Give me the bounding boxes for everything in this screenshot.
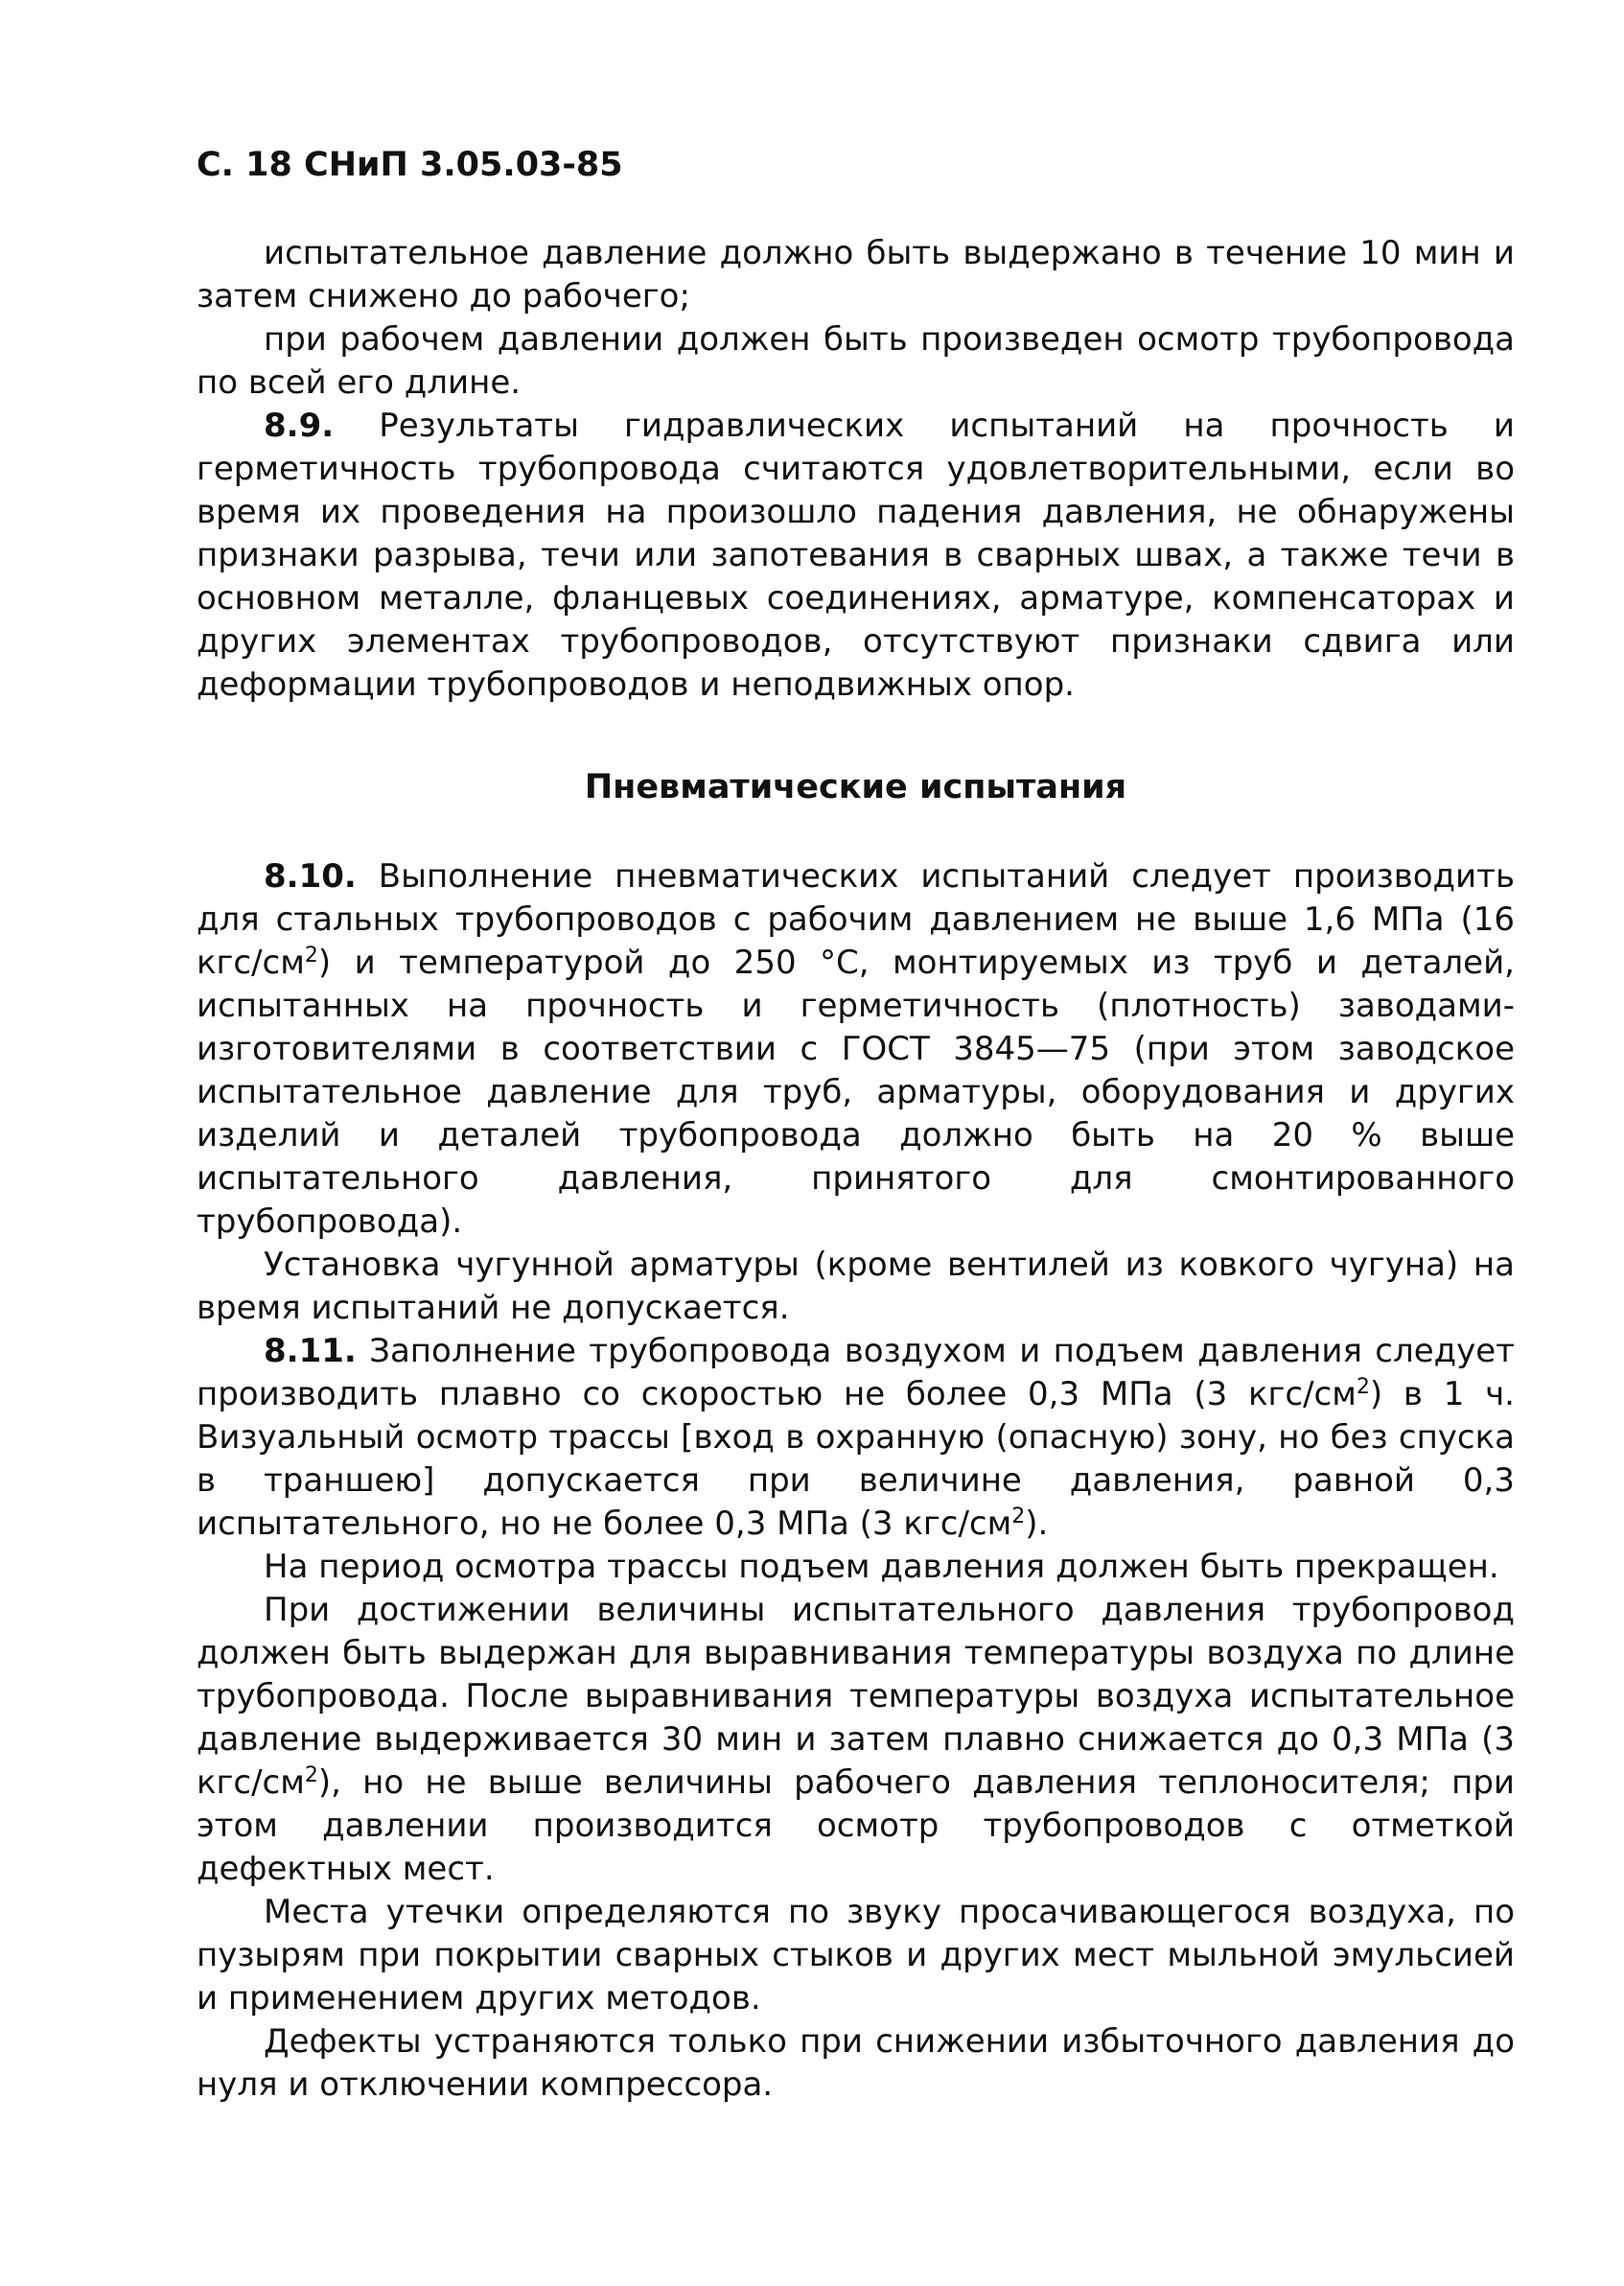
paragraph-text: ), но не выше величины рабочего давления теплоносителя; при этом давлении производится осмотр трубопроводов с отметкой дефектных мест. <box>197 1763 1515 1888</box>
clause-8-11 <box>197 1330 1515 1546</box>
paragraph-test-pressure-hold <box>197 1589 1515 1891</box>
clause-number: 8.11. <box>264 1332 357 1370</box>
clause-number: 8.10. <box>264 857 357 896</box>
paragraph-defect-repair: Дефекты устраняются только при снижении избыточного давления до нуля и отключении компрессора. <box>197 2022 1515 2104</box>
clause-8-10 <box>197 855 1515 1244</box>
clause-text: Заполнение трубопровода воздухом и подъем давления следует производить плавно со скоростью не более 0,3 МПа (3 кгс/см <box>197 1332 1515 1413</box>
paragraph-cast-iron-fittings: Установка чугунной арматуры (кроме вентилей из ковкого чугуна) на время испытаний не допускается. <box>197 1246 1515 1327</box>
section-title: Пневматические испытания <box>584 768 1127 806</box>
clause-text: ) в 1 ч. Визуальный осмотр трассы [вход в охранную (опасную) зону, но без спуска в траншею] допускается при величине давления, равной 0,3 испытательного, но не более 0,3 МПа (3 кгс/см <box>197 1375 1515 1543</box>
document-page <box>197 144 1515 2107</box>
clause-text: ). <box>1025 1505 1049 1543</box>
clause-text: Результаты гидравлических испытаний на прочность и герметичность трубопровода считаются удовлетворительными, если во время их проведения на произошло падения давления, не обнаружены признаки разрыва, течи или запотевания в сварных швах, а также течи в основном металле, фланцевых соединениях, арматуре, компенсаторах и других элементах трубопроводов, отсутствуют признаки сдвига или деформации трубопроводов и неподвижных опор. <box>197 407 1515 704</box>
superscript: 2 <box>304 1763 318 1787</box>
paragraph-pressure-stop: На период осмотра трассы подъем давления должен быть прекращен. <box>264 1548 1499 1586</box>
clause-8-9 <box>197 405 1515 707</box>
paragraph-8-8-inspection: при рабочем давлении должен быть произведен осмотр трубопровода по всей его длине. <box>197 320 1515 402</box>
paragraph-leak-detection: Места утечки определяются по звуку просачивающегося воздуха, по пузырям при покрытии сварных стыков и других мест мыльной эмульсией и применением других методов. <box>197 1893 1515 2018</box>
superscript: 2 <box>1356 1375 1370 1399</box>
running-head: С. 18 СНиП 3.05.03-85 <box>197 146 623 184</box>
superscript: 2 <box>304 944 318 968</box>
clause-number: 8.9. <box>264 407 335 445</box>
clause-text: Выполнение пневматических испытаний следует производить для стальных трубопроводов с рабочим давлением не выше 1,6 МПа (16 кгс/см <box>197 857 1515 982</box>
paragraph-8-8-continued: испытательное давление должно быть выдержано в течение 10 мин и затем снижено до рабочего; <box>197 234 1515 315</box>
clause-text: ) и температурой до 250 °С, монтируемых из труб и деталей, испытанных на прочность и герметичность (плотность) заводами-изготовителями в соответствии с ГОСТ 3845—75 (при этом заводское испытательное давление для труб, арматуры, оборудования и других изделий и деталей трубопровода должно быть на 20 % выше испытательного давления, принятого для смонтированного трубопровода). <box>197 944 1515 1241</box>
paragraph-text: При достижении величины испытательного давления трубопровод должен быть выдержан для выравнивания температуры воздуха по длине трубопровода. После выравнивания температуры воздуха испытательное давление выдерживается 30 мин и затем плавно снижается до 0,3 МПа (3 кгс/см <box>197 1591 1515 1802</box>
superscript: 2 <box>1011 1505 1026 1528</box>
